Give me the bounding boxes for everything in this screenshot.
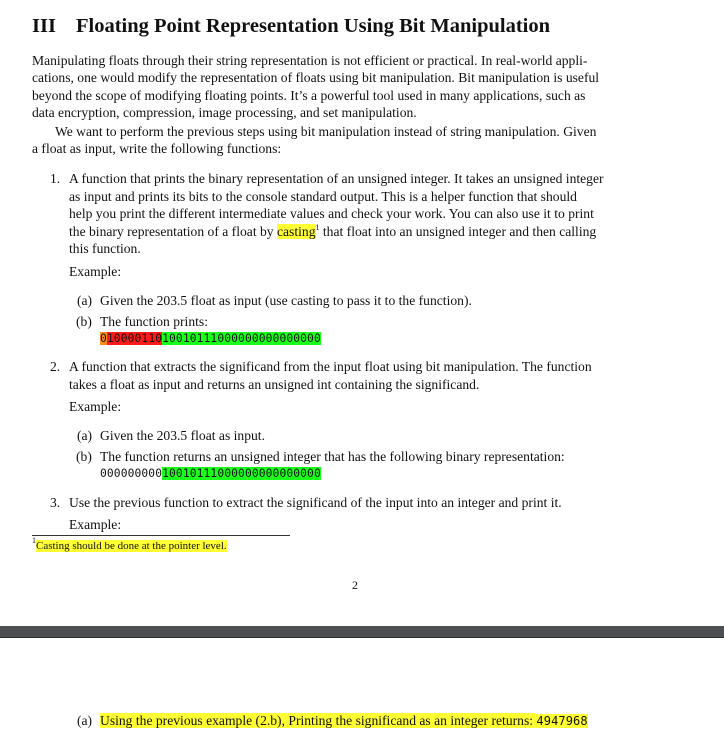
item-2-example-label: Example: [69,399,122,414]
intro-line-4: data encryption, compression, image processing, and set manipulation. [32,105,417,120]
intro-line-1: Manipulating floats through their string representation is not efficient or practical. In real-world appli- [32,53,588,68]
item-1a-marker: (a) [77,293,93,308]
exponent-bits: 10000110 [106,332,163,345]
significand-integer-value: 4947968 [536,714,588,728]
item-1a-text: Given the 203.5 float as input (use casting to pass it to the function). [100,293,472,308]
para2-line-2: a float as input, write the following functions: [32,141,282,156]
item-2-line-2: takes a float as input and returns an unsigned int containing the significand. [69,377,480,392]
item-1b-marker: (b) [76,314,92,329]
item-2-line-1: A function that extracts the significand from the input float using bit manipulation. The function [69,359,592,374]
page-number: 2 [352,578,358,592]
item-1-line-4 [69,223,596,240]
zero-bits: 000000000 [100,467,163,480]
intro-line-3: beyond the scope of modifying floating points. It’s a powerful tool used in many applications, such as [32,88,586,103]
item-1-line-2: as input and prints its bits to the console standard output. This is a helper function that should [69,189,577,204]
casting-highlight: casting [276,224,316,239]
pdf-page-3 [0,638,724,739]
footnote-mark: 1 [32,536,36,545]
significand-bits: 10010111000000000000000 [162,467,321,480]
item-2a-text: Given the 203.5 float as input. [100,428,265,443]
item-2-binary-output [100,465,321,482]
section-heading [32,15,550,38]
significand-bits: 10010111000000000000000 [162,332,321,345]
item-1b-text: The function prints: [100,314,208,329]
footnote [32,536,227,552]
intro-line-2: cations, one would modify the representation of floats using bit manipulation. Bit manipulation is useful [32,70,600,85]
item-1-line-1: A function that prints the binary representation of an unsigned integer. It takes an unsigned integer [69,171,604,186]
para2-line-1: We want to perform the previous steps using bit manipulation instead of string manipulation. Given [55,124,597,139]
item-2a-marker: (a) [77,428,93,443]
item-1-line-4-end: that float into an unsigned integer and then calling [319,224,597,239]
item-1-line-3: help you print the different intermediate values and check your work. You can also use it to print [69,206,594,221]
footnote-text: Casting should be done at the pointer level. [36,540,227,552]
footnote-ref-1[interactable]: 1 [315,223,320,232]
item-1-line-4-start: the binary representation of a float by [69,224,277,239]
item-1-marker: 1. [50,171,61,186]
item-1-example-label: Example: [69,264,122,279]
item-3a-marker: (a) [77,713,93,728]
item-3-marker: 3. [50,495,61,510]
item-3-example-label: Example: [69,517,122,532]
item-2-marker: 2. [50,359,61,374]
item-3a-highlighted-text: Using the previous example (2.b), Printing the significand as an integer returns: [100,713,537,728]
item-2b-marker: (b) [76,449,92,464]
item-1-binary-output [100,330,321,347]
page-gap [0,626,724,638]
item-3a-text [100,712,588,730]
section-number: III [32,15,56,37]
item-2b-text: The function returns an unsigned integer that has the following binary representation: [100,449,565,464]
section-title: Floating Point Representation Using Bit Manipulation [76,15,551,37]
sign-bit: 0 [100,332,107,345]
footnote-rule [32,535,290,536]
item-3-line-1: Use the previous function to extract the significand of the input into an integer and print it. [69,495,562,510]
item-1-line-5: this function. [69,241,141,256]
